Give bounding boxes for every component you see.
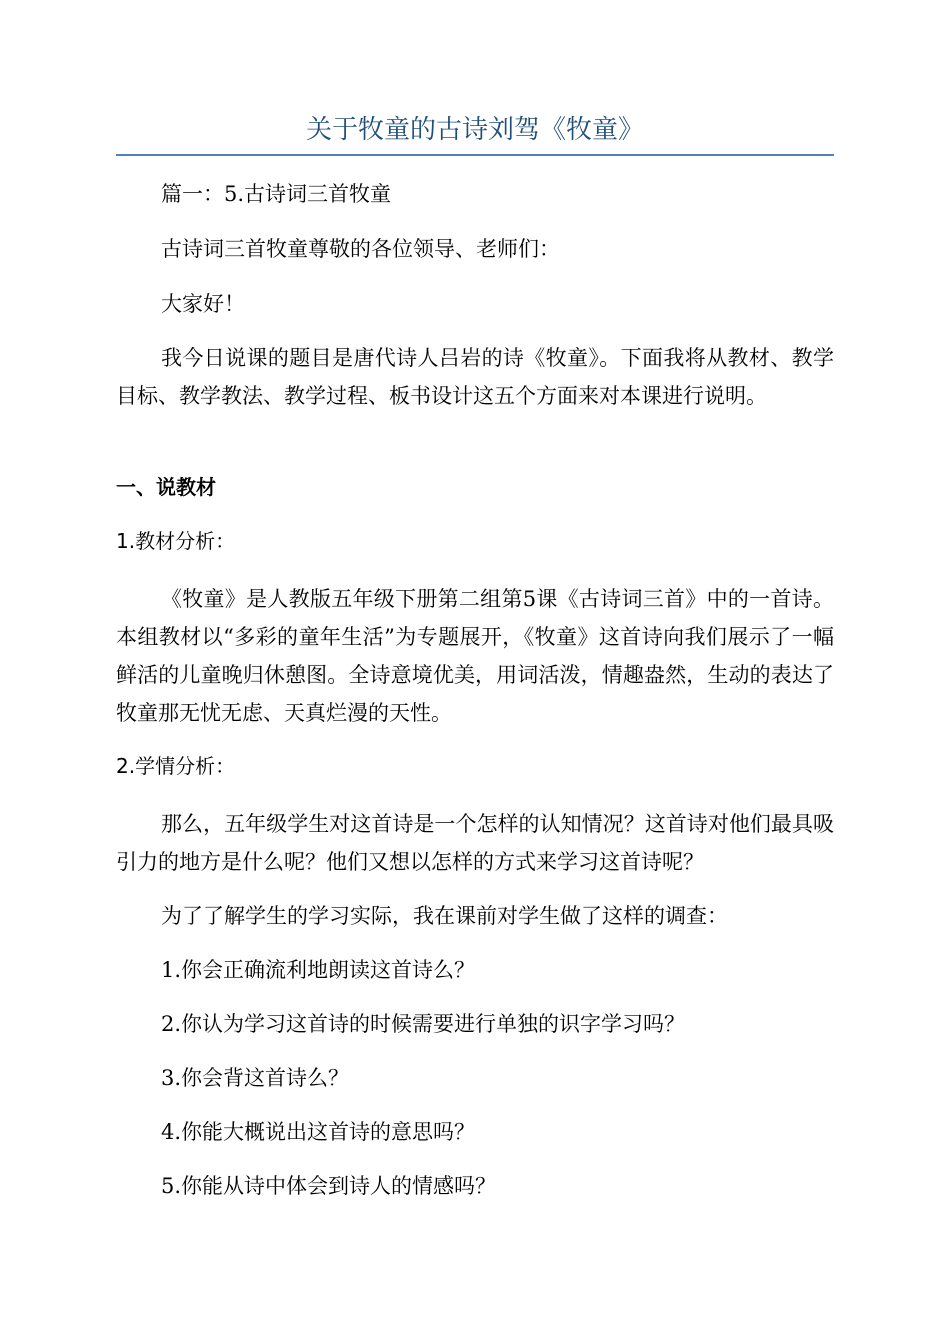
survey-question: 5.你能从诗中体会到诗人的情感吗？ <box>161 1174 497 1198</box>
paragraph-intro: 我今日说课的题目是唐代诗人吕岩的诗《牧童》。下面我将从教材、教学目标、教学教法、教学过程、板书设计这五个方面来对本课进行说明。 <box>116 346 834 408</box>
paragraph-section-label: 篇一：5.古诗词三首牧童 <box>161 182 392 206</box>
survey-question: 3.你会背这首诗么？ <box>161 1066 350 1090</box>
paragraph-hello: 大家好！ <box>161 292 245 316</box>
paragraph-survey-intro: 为了了解学生的学习实际，我在课前对学生做了这样的调查： <box>161 904 728 928</box>
heading-student-analysis: 2.学情分析： <box>116 754 236 778</box>
survey-question: 2.你认为学习这首诗的时候需要进行单独的识字学习吗？ <box>161 1012 686 1036</box>
heading-material-analysis: 1.教材分析： <box>116 529 236 553</box>
document-title: 关于牧童的古诗刘驾《牧童》 <box>116 108 834 156</box>
heading-section-one: 一、说教材 <box>116 475 216 499</box>
survey-question: 1.你会正确流利地朗读这首诗么？ <box>161 958 476 982</box>
paragraph-material: 《牧童》是人教版五年级下册第二组第5课《古诗词三首》中的一首诗。本组教材以“多彩的童年生活”为专题展开，《牧童》这首诗向我们展示了一幅鲜活的儿童晚归休憩图。全诗意境优美，用词活泼，情趣盎然，生动的表达了牧童那无忧无虑、天真烂漫的天性。 <box>116 587 834 725</box>
survey-question: 4.你能大概说出这首诗的意思吗？ <box>161 1120 476 1144</box>
paragraph-student: 那么，五年级学生对这首诗是一个怎样的认知情况？这首诗对他们最具吸引力的地方是什么呢？他们又想以怎样的方式来学习这首诗呢？ <box>116 812 834 874</box>
paragraph-greeting: 古诗词三首牧童尊敬的各位领导、老师们： <box>161 237 560 261</box>
